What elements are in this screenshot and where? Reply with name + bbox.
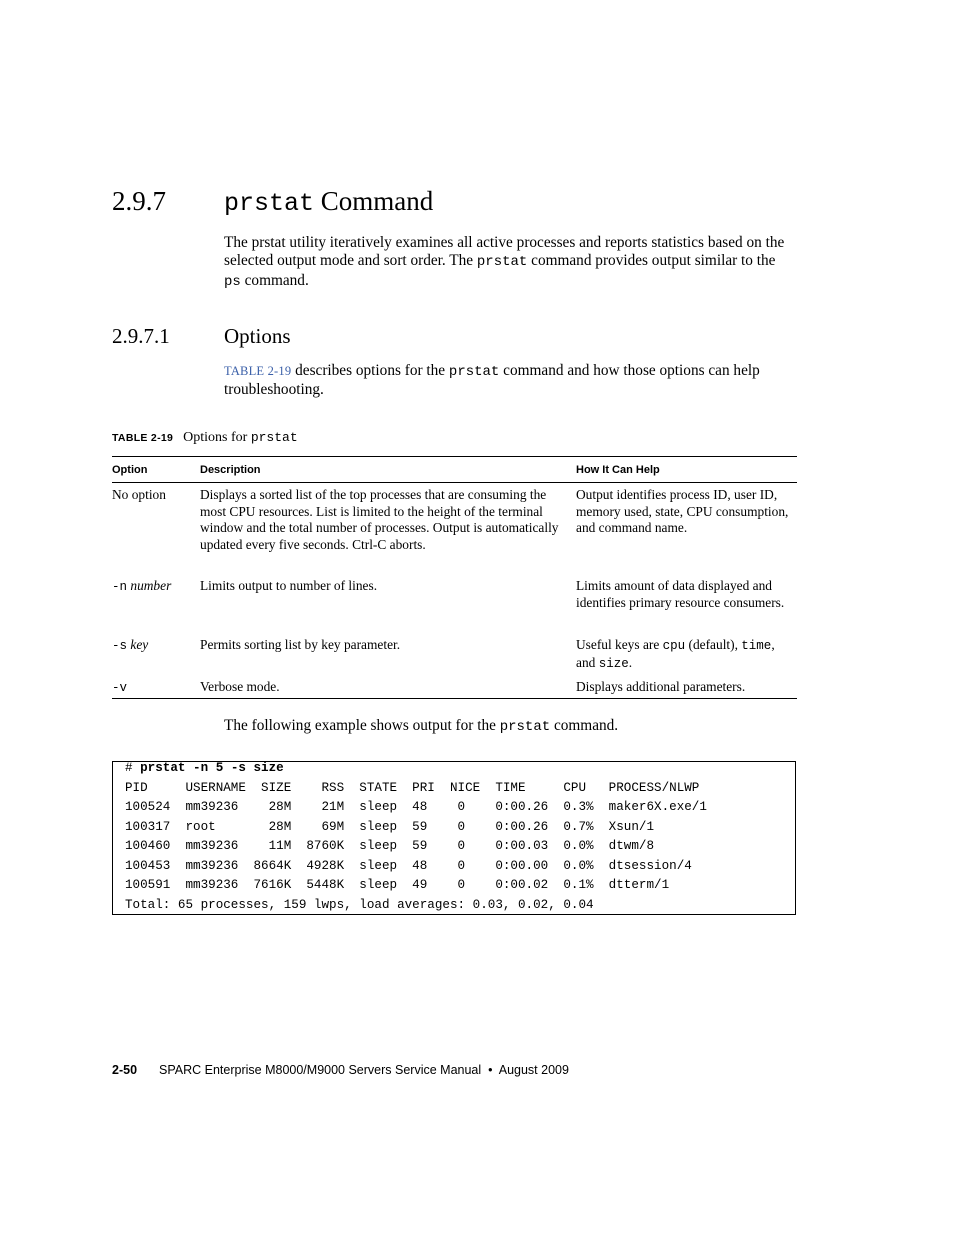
help-text-2: (default), bbox=[685, 637, 742, 652]
help-text-1: Useful keys are bbox=[576, 637, 663, 652]
subsection-number: 2.9.7.1 bbox=[112, 324, 170, 348]
intro-paragraph bbox=[224, 234, 796, 291]
example-text-2: command. bbox=[550, 717, 619, 734]
options-paragraph bbox=[224, 362, 796, 400]
section-title-text: Command bbox=[320, 186, 434, 216]
code-command-line bbox=[125, 760, 284, 776]
table-caption-code: prstat bbox=[250, 430, 298, 445]
page-number: 2-50 bbox=[112, 1063, 138, 1077]
code-output-line: 100453 mm39236 8664K 4928K sleep 48 0 0:00.00 0.0% dtsession/4 bbox=[125, 858, 692, 873]
section-title bbox=[224, 186, 433, 218]
options-text-1: describes options for the bbox=[291, 362, 449, 379]
table-header-rule bbox=[112, 482, 797, 483]
intro-text-2: command provides output similar to the bbox=[527, 252, 776, 270]
table-row-1-help: Output identifies process ID, user ID, memory used, state, CPU consumption, and command name. bbox=[576, 487, 789, 535]
option-arg-number: number bbox=[130, 578, 172, 593]
table-row-3-help bbox=[576, 637, 794, 672]
option-code-v: -v bbox=[112, 681, 128, 695]
table-row-3-description: Permits sorting list by key parameter. bbox=[200, 637, 401, 652]
table-caption-label: TABLE 2-19 bbox=[112, 432, 174, 444]
table-row-2-help: Limits amount of data displayed and identifies primary resource consumers. bbox=[576, 578, 785, 610]
code-output-line: 100460 mm39236 11M 8760K sleep 59 0 0:00.03 0.0% dtwm/8 bbox=[125, 839, 655, 853]
option-code-s: -s bbox=[112, 639, 128, 653]
table-row-1-option: No option bbox=[112, 487, 166, 502]
code-output-line: 100524 mm39236 28M 21M sleep 48 0 0:00.26 0.3% maker6X.exe/1 bbox=[125, 800, 707, 814]
section-title-code: prstat bbox=[224, 189, 315, 218]
subsection-title: Options bbox=[224, 324, 291, 348]
code-prompt: # bbox=[125, 761, 141, 775]
section-number: 2.9.7 bbox=[112, 186, 166, 216]
code-example-box bbox=[112, 761, 796, 915]
table-caption-text: Options for bbox=[183, 430, 251, 445]
table-header-option: Option bbox=[112, 464, 148, 476]
page-footer bbox=[112, 1063, 569, 1077]
table-top-rule bbox=[112, 456, 797, 457]
option-code-n: -n bbox=[112, 580, 128, 594]
table-header-help: How It Can Help bbox=[576, 464, 660, 476]
code-output-line: 100591 mm39236 7616K 5448K sleep 49 0 0:00.02 0.1% dtterm/1 bbox=[125, 878, 670, 892]
table-caption bbox=[112, 430, 298, 446]
code-output-header: PID USERNAME SIZE RSS STATE PRI NICE TIME CPU PROCESS/NLWP bbox=[125, 780, 700, 795]
help-code-time: time bbox=[741, 639, 772, 653]
option-arg-key: key bbox=[130, 637, 149, 652]
table-row-2-description: Limits output to number of lines. bbox=[200, 578, 378, 593]
code-output-total: Total: 65 processes, 159 lwps, load averages: 0.03, 0.02, 0.04 bbox=[125, 897, 594, 912]
options-code-prstat: prstat bbox=[448, 364, 500, 380]
code-command: prstat -n 5 -s size bbox=[140, 761, 284, 775]
table-row-1-description: Displays a sorted list of the top processes that are consuming the most CPU resources. List is limited to the height of the terminal window and the total number of processes. Output is automatically updated every five seconds. Ctrl-C aborts. bbox=[200, 487, 559, 552]
table-row-4-option bbox=[112, 679, 197, 697]
table-row-4-help: Displays additional parameters. bbox=[576, 679, 746, 694]
example-text-1: The following example shows output for the bbox=[224, 717, 500, 734]
help-text-3: , and bbox=[576, 637, 775, 670]
intro-code-ps: ps bbox=[224, 273, 241, 290]
table-bottom-rule bbox=[112, 698, 797, 699]
help-text-4: . bbox=[628, 654, 633, 670]
table-header-description: Description bbox=[200, 464, 261, 476]
options-text-2: command and how those options can help troubleshooting. bbox=[224, 362, 760, 399]
table-xref-link[interactable]: TABLE 2-19 bbox=[224, 364, 292, 378]
footer-text: SPARC Enterprise M8000/M9000 Servers Service Manual • August 2009 bbox=[159, 1063, 569, 1077]
help-code-cpu: cpu bbox=[662, 639, 686, 653]
code-output-line: 100317 root 28M 69M sleep 59 0 0:00.26 0.7% Xsun/1 bbox=[125, 819, 655, 834]
table-row-3-option bbox=[112, 637, 197, 655]
example-code-prstat: prstat bbox=[499, 719, 551, 735]
intro-code-prstat: prstat bbox=[476, 254, 528, 271]
table-row-2-option bbox=[112, 578, 197, 596]
example-paragraph bbox=[224, 717, 796, 736]
table-row-4-description: Verbose mode. bbox=[200, 679, 280, 694]
help-code-size: size bbox=[598, 656, 629, 671]
intro-text-3: command. bbox=[240, 271, 309, 289]
intro-text-1: The prstat utility iteratively examines all active processes and reports statistics based on the selected output mode and sort order. The bbox=[224, 234, 785, 270]
